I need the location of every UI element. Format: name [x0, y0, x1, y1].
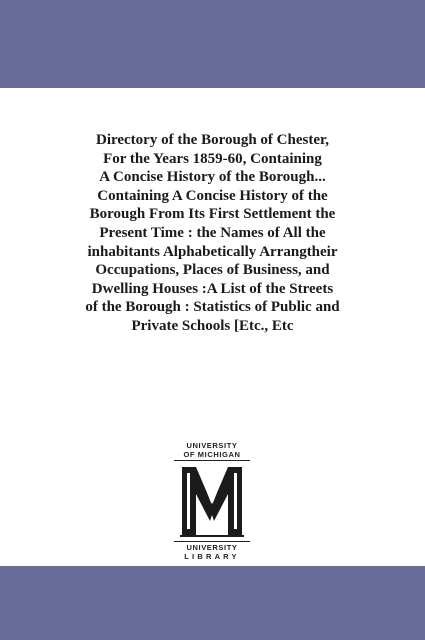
title-line: Directory of the Borough of Chester,	[95, 132, 330, 148]
title-line: A Concise History of the Borough...	[99, 169, 326, 186]
logo-text-of-michigan: OF MICHIGAN	[183, 450, 241, 459]
title-line: Present Time : the Names of All the	[99, 224, 326, 241]
title-line: Containing A Concise History of the	[97, 187, 328, 204]
title-line: For the Years 1859-60, Containing	[103, 150, 322, 167]
book-title	[22, 131, 403, 336]
title-line: inhabitants Alphabetically Arrangtheir	[87, 243, 338, 260]
logo-text-university: UNIVERSITY	[186, 441, 238, 450]
block-m-icon	[180, 463, 244, 539]
logo-rule	[174, 541, 250, 542]
top-color-band	[0, 0, 425, 88]
title-line: of the Borough : Statistics of Public and	[85, 299, 340, 316]
logo-text-library: LIBRARY	[184, 552, 240, 561]
title-line: Private Schools [Etc., Etc	[131, 317, 294, 334]
title-line: Occupations, Places of Business, and	[95, 262, 330, 279]
title-line: Borough From Its First Settlement the	[89, 206, 336, 223]
title-line: Dwelling Houses :A List of the Streets	[91, 280, 334, 297]
university-of-michigan-library-logo	[172, 441, 252, 561]
logo-text-university: UNIVERSITY	[186, 543, 238, 552]
logo-rule	[174, 460, 250, 461]
bottom-color-band	[0, 566, 425, 640]
